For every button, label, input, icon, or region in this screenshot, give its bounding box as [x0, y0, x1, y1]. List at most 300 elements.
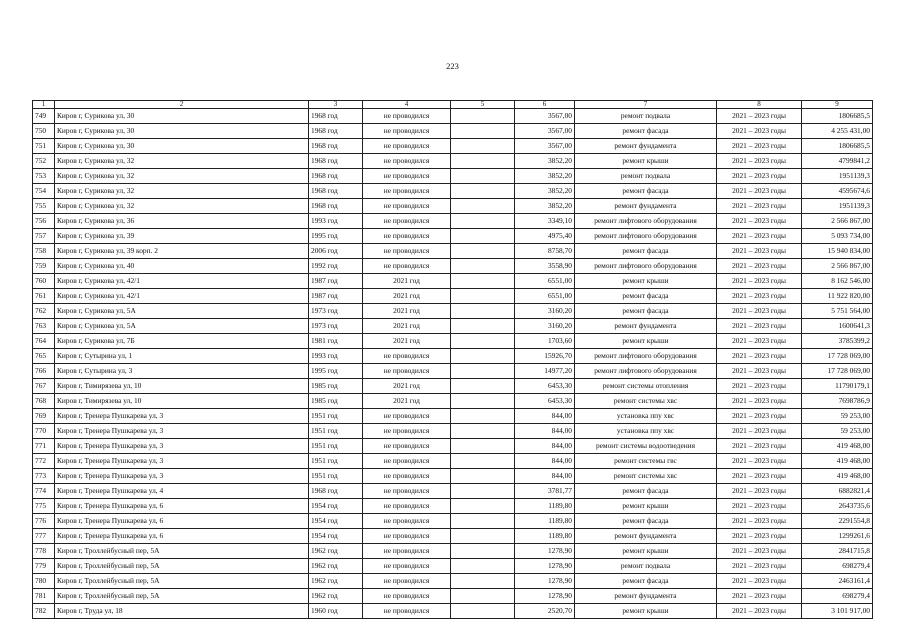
build-year-cell: 2006 год — [309, 244, 363, 259]
work-type-cell: ремонт фундамента — [575, 529, 717, 544]
area-cell: 1278,90 — [515, 559, 575, 574]
empty-cell — [451, 589, 515, 604]
area-cell: 1189,80 — [515, 529, 575, 544]
row-number: 758 — [33, 244, 55, 259]
table-row — [33, 454, 873, 469]
address-cell: Киров г, Сурикова ул, 32 — [55, 169, 309, 184]
table-row — [33, 109, 873, 124]
last-repair-cell: не проводился — [363, 529, 451, 544]
work-type-cell: ремонт подвала — [575, 559, 717, 574]
address-cell: Киров г, Тренера Пушкарева ул, 3 — [55, 454, 309, 469]
work-type-cell: ремонт подвала — [575, 109, 717, 124]
build-year-cell: 1962 год — [309, 559, 363, 574]
area-cell: 3160,20 — [515, 304, 575, 319]
table-row — [33, 409, 873, 424]
period-cell: 2021 – 2023 годы — [717, 364, 802, 379]
empty-cell — [451, 124, 515, 139]
last-repair-cell: 2021 год — [363, 319, 451, 334]
cost-cell: 2463161,4 — [802, 574, 873, 589]
table-row — [33, 394, 873, 409]
address-cell: Киров г, Тренера Пушкарева ул, 3 — [55, 469, 309, 484]
empty-cell — [451, 259, 515, 274]
work-type-cell: ремонт фундамента — [575, 139, 717, 154]
cost-cell: 698279,4 — [802, 559, 873, 574]
last-repair-cell: не проводился — [363, 559, 451, 574]
build-year-cell: 1954 год — [309, 499, 363, 514]
row-number: 782 — [33, 604, 55, 619]
period-cell: 2021 – 2023 годы — [717, 349, 802, 364]
build-year-cell: 1962 год — [309, 589, 363, 604]
address-cell: Киров г, Тренера Пушкарева ул, 3 — [55, 424, 309, 439]
last-repair-cell: не проводился — [363, 184, 451, 199]
work-type-cell: ремонт фасада — [575, 244, 717, 259]
last-repair-cell: не проводился — [363, 484, 451, 499]
work-type-cell: ремонт фасада — [575, 484, 717, 499]
cost-cell: 11 922 820,00 — [802, 289, 873, 304]
build-year-cell: 1993 год — [309, 214, 363, 229]
empty-cell — [451, 424, 515, 439]
period-cell: 2021 – 2023 годы — [717, 529, 802, 544]
row-number: 755 — [33, 199, 55, 214]
work-type-cell: ремонт фундамента — [575, 589, 717, 604]
period-cell: 2021 – 2023 годы — [717, 589, 802, 604]
cost-cell: 2643735,6 — [802, 499, 873, 514]
last-repair-cell: 2021 год — [363, 289, 451, 304]
work-type-cell: ремонт фундамента — [575, 319, 717, 334]
row-number: 764 — [33, 334, 55, 349]
build-year-cell: 1968 год — [309, 199, 363, 214]
empty-cell — [451, 394, 515, 409]
area-cell: 6551,00 — [515, 289, 575, 304]
build-year-cell: 1973 год — [309, 304, 363, 319]
cost-cell: 5 093 734,00 — [802, 229, 873, 244]
build-year-cell: 1951 год — [309, 439, 363, 454]
empty-cell — [451, 529, 515, 544]
cost-cell: 7698786,9 — [802, 394, 873, 409]
header-row — [33, 101, 873, 109]
last-repair-cell: не проводился — [363, 109, 451, 124]
address-cell: Киров г, Сурикова ул, 30 — [55, 109, 309, 124]
address-cell: Киров г, Тренера Пушкарева ул, 3 — [55, 409, 309, 424]
last-repair-cell: не проводился — [363, 154, 451, 169]
area-cell: 844,00 — [515, 409, 575, 424]
empty-cell — [451, 289, 515, 304]
period-cell: 2021 – 2023 годы — [717, 559, 802, 574]
area-cell: 2520,70 — [515, 604, 575, 619]
build-year-cell: 1968 год — [309, 484, 363, 499]
last-repair-cell: не проводился — [363, 259, 451, 274]
area-cell: 3567,00 — [515, 139, 575, 154]
last-repair-cell: не проводился — [363, 169, 451, 184]
row-number: 771 — [33, 439, 55, 454]
cost-cell: 419 468,00 — [802, 439, 873, 454]
empty-cell — [451, 274, 515, 289]
row-number: 775 — [33, 499, 55, 514]
cost-cell: 1299261,6 — [802, 529, 873, 544]
work-type-cell: ремонт подвала — [575, 169, 717, 184]
row-number: 769 — [33, 409, 55, 424]
table-row — [33, 529, 873, 544]
empty-cell — [451, 454, 515, 469]
work-type-cell: ремонт фасада — [575, 574, 717, 589]
address-cell: Киров г, Сурикова ул, 5А — [55, 319, 309, 334]
cost-cell: 2841715,8 — [802, 544, 873, 559]
last-repair-cell: 2021 год — [363, 274, 451, 289]
period-cell: 2021 – 2023 годы — [717, 454, 802, 469]
work-type-cell: ремонт лифтового оборудования — [575, 364, 717, 379]
period-cell: 2021 – 2023 годы — [717, 169, 802, 184]
area-cell: 1703,60 — [515, 334, 575, 349]
empty-cell — [451, 169, 515, 184]
area-cell: 8758,70 — [515, 244, 575, 259]
table-row — [33, 574, 873, 589]
area-cell: 3160,20 — [515, 319, 575, 334]
table-row — [33, 484, 873, 499]
address-cell: Киров г, Сурикова ул, 7Б — [55, 334, 309, 349]
area-cell: 1278,90 — [515, 544, 575, 559]
col-header: 5 — [451, 101, 515, 109]
work-type-cell: ремонт системы водоотведения — [575, 439, 717, 454]
last-repair-cell: не проводился — [363, 499, 451, 514]
period-cell: 2021 – 2023 годы — [717, 319, 802, 334]
table-row — [33, 304, 873, 319]
row-number: 754 — [33, 184, 55, 199]
work-type-cell: ремонт лифтового оборудования — [575, 214, 717, 229]
work-type-cell: ремонт системы хвс — [575, 469, 717, 484]
empty-cell — [451, 484, 515, 499]
cost-cell: 17 728 069,00 — [802, 349, 873, 364]
empty-cell — [451, 499, 515, 514]
address-cell: Киров г, Сурикова ул, 32 — [55, 199, 309, 214]
area-cell: 844,00 — [515, 454, 575, 469]
area-cell: 3852,20 — [515, 169, 575, 184]
area-cell: 844,00 — [515, 424, 575, 439]
work-type-cell: ремонт фундамента — [575, 199, 717, 214]
period-cell: 2021 – 2023 годы — [717, 244, 802, 259]
work-type-cell: ремонт лифтового оборудования — [575, 229, 717, 244]
empty-cell — [451, 544, 515, 559]
empty-cell — [451, 139, 515, 154]
table-row — [33, 124, 873, 139]
col-header: 7 — [575, 101, 717, 109]
period-cell: 2021 – 2023 годы — [717, 394, 802, 409]
row-number: 762 — [33, 304, 55, 319]
period-cell: 2021 – 2023 годы — [717, 124, 802, 139]
work-type-cell: установка ппу хвс — [575, 424, 717, 439]
period-cell: 2021 – 2023 годы — [717, 154, 802, 169]
cost-cell: 4799841,2 — [802, 154, 873, 169]
period-cell: 2021 – 2023 годы — [717, 334, 802, 349]
build-year-cell: 1951 год — [309, 409, 363, 424]
table-row — [33, 244, 873, 259]
last-repair-cell: 2021 год — [363, 334, 451, 349]
row-number: 772 — [33, 454, 55, 469]
period-cell: 2021 – 2023 годы — [717, 424, 802, 439]
row-number: 763 — [33, 319, 55, 334]
area-cell: 1278,90 — [515, 574, 575, 589]
last-repair-cell: не проводился — [363, 244, 451, 259]
last-repair-cell: не проводился — [363, 589, 451, 604]
last-repair-cell: 2021 год — [363, 394, 451, 409]
address-cell: Киров г, Тимирязева ул, 10 — [55, 379, 309, 394]
build-year-cell: 1987 год — [309, 289, 363, 304]
col-header: 1 — [33, 101, 55, 109]
period-cell: 2021 – 2023 годы — [717, 259, 802, 274]
period-cell: 2021 – 2023 годы — [717, 214, 802, 229]
cost-cell: 1951139,3 — [802, 199, 873, 214]
address-cell: Киров г, Тимирязева ул, 10 — [55, 394, 309, 409]
work-type-cell: ремонт крыши — [575, 544, 717, 559]
last-repair-cell: не проводился — [363, 574, 451, 589]
address-cell: Киров г, Троллейбусный пер, 5А — [55, 574, 309, 589]
empty-cell — [451, 514, 515, 529]
build-year-cell: 1954 год — [309, 529, 363, 544]
table-row — [33, 379, 873, 394]
cost-cell: 4 255 431,00 — [802, 124, 873, 139]
row-number: 751 — [33, 139, 55, 154]
table-row — [33, 214, 873, 229]
cost-cell: 698279,4 — [802, 589, 873, 604]
empty-cell — [451, 214, 515, 229]
last-repair-cell: не проводился — [363, 544, 451, 559]
last-repair-cell: не проводился — [363, 454, 451, 469]
cost-cell: 2 566 867,00 — [802, 259, 873, 274]
period-cell: 2021 – 2023 годы — [717, 229, 802, 244]
work-type-cell: ремонт системы гвс — [575, 454, 717, 469]
last-repair-cell: 2021 год — [363, 304, 451, 319]
area-cell: 6453,30 — [515, 394, 575, 409]
address-cell: Киров г, Сурикова ул, 30 — [55, 124, 309, 139]
empty-cell — [451, 319, 515, 334]
last-repair-cell: не проводился — [363, 214, 451, 229]
table-row — [33, 364, 873, 379]
last-repair-cell: не проводился — [363, 604, 451, 619]
work-type-cell: ремонт фасада — [575, 514, 717, 529]
address-cell: Киров г, Сурикова ул, 42/1 — [55, 289, 309, 304]
table-row — [33, 154, 873, 169]
address-cell: Киров г, Сурикова ул, 39 — [55, 229, 309, 244]
period-cell: 2021 – 2023 годы — [717, 274, 802, 289]
address-cell: Киров г, Тренера Пушкарева ул, 3 — [55, 439, 309, 454]
work-type-cell: ремонт системы хвс — [575, 394, 717, 409]
table-row — [33, 589, 873, 604]
cost-cell: 419 468,00 — [802, 469, 873, 484]
table-row — [33, 289, 873, 304]
work-type-cell: ремонт крыши — [575, 499, 717, 514]
build-year-cell: 1987 год — [309, 274, 363, 289]
area-cell: 3567,00 — [515, 124, 575, 139]
row-number: 753 — [33, 169, 55, 184]
col-header: 2 — [55, 101, 309, 109]
empty-cell — [451, 349, 515, 364]
table-row — [33, 439, 873, 454]
table-row — [33, 499, 873, 514]
work-type-cell: ремонт фасада — [575, 184, 717, 199]
work-type-cell: ремонт фасада — [575, 289, 717, 304]
col-header: 4 — [363, 101, 451, 109]
build-year-cell: 1993 год — [309, 349, 363, 364]
page-number: 223 — [446, 61, 459, 71]
cost-cell: 419 468,00 — [802, 454, 873, 469]
address-cell: Киров г, Сурикова ул, 36 — [55, 214, 309, 229]
work-type-cell: ремонт системы отопления — [575, 379, 717, 394]
build-year-cell: 1981 год — [309, 334, 363, 349]
period-cell: 2021 – 2023 годы — [717, 409, 802, 424]
empty-cell — [451, 604, 515, 619]
row-number: 750 — [33, 124, 55, 139]
build-year-cell: 1995 год — [309, 229, 363, 244]
area-cell: 844,00 — [515, 439, 575, 454]
empty-cell — [451, 109, 515, 124]
table-row — [33, 184, 873, 199]
empty-cell — [451, 364, 515, 379]
work-type-cell: установка ппу хвс — [575, 409, 717, 424]
empty-cell — [451, 469, 515, 484]
table-row — [33, 139, 873, 154]
period-cell: 2021 – 2023 годы — [717, 574, 802, 589]
period-cell: 2021 – 2023 годы — [717, 199, 802, 214]
empty-cell — [451, 574, 515, 589]
area-cell: 4975,40 — [515, 229, 575, 244]
empty-cell — [451, 334, 515, 349]
row-number: 756 — [33, 214, 55, 229]
row-number: 767 — [33, 379, 55, 394]
col-header: 9 — [802, 101, 873, 109]
cost-cell: 2291554,8 — [802, 514, 873, 529]
address-cell: Киров г, Сурикова ул, 40 — [55, 259, 309, 274]
table-row — [33, 274, 873, 289]
empty-cell — [451, 559, 515, 574]
last-repair-cell: не проводился — [363, 349, 451, 364]
work-type-cell: ремонт лифтового оборудования — [575, 259, 717, 274]
period-cell: 2021 – 2023 годы — [717, 604, 802, 619]
period-cell: 2021 – 2023 годы — [717, 139, 802, 154]
cost-cell: 59 253,00 — [802, 409, 873, 424]
table-row — [33, 559, 873, 574]
cost-cell: 4595674,6 — [802, 184, 873, 199]
period-cell: 2021 – 2023 годы — [717, 469, 802, 484]
period-cell: 2021 – 2023 годы — [717, 184, 802, 199]
build-year-cell: 1992 год — [309, 259, 363, 274]
area-cell: 14977,20 — [515, 364, 575, 379]
empty-cell — [451, 379, 515, 394]
address-cell: Киров г, Сурикова ул, 32 — [55, 154, 309, 169]
last-repair-cell: не проводился — [363, 124, 451, 139]
last-repair-cell: не проводился — [363, 139, 451, 154]
empty-cell — [451, 184, 515, 199]
address-cell: Киров г, Сутырина ул, 3 — [55, 364, 309, 379]
table-row — [33, 544, 873, 559]
last-repair-cell: не проводился — [363, 514, 451, 529]
empty-cell — [451, 439, 515, 454]
table-row — [33, 469, 873, 484]
period-cell: 2021 – 2023 годы — [717, 289, 802, 304]
build-year-cell: 1954 год — [309, 514, 363, 529]
row-number: 781 — [33, 589, 55, 604]
table-body — [33, 109, 873, 619]
table-row — [33, 424, 873, 439]
build-year-cell: 1968 год — [309, 154, 363, 169]
cost-cell: 11790179,1 — [802, 379, 873, 394]
area-cell: 3558,90 — [515, 259, 575, 274]
cost-cell: 3785399,2 — [802, 334, 873, 349]
area-cell: 844,00 — [515, 469, 575, 484]
cost-cell: 17 728 069,00 — [802, 364, 873, 379]
address-cell: Киров г, Тренера Пушкарева ул, 6 — [55, 529, 309, 544]
build-year-cell: 1985 год — [309, 394, 363, 409]
period-cell: 2021 – 2023 годы — [717, 109, 802, 124]
table-row — [33, 259, 873, 274]
address-cell: Киров г, Троллейбусный пер, 5А — [55, 589, 309, 604]
build-year-cell: 1968 год — [309, 169, 363, 184]
table-row — [33, 199, 873, 214]
address-cell: Киров г, Сурикова ул, 39 корп. 2 — [55, 244, 309, 259]
cost-cell: 15 940 834,00 — [802, 244, 873, 259]
work-type-cell: ремонт крыши — [575, 274, 717, 289]
address-cell: Киров г, Сурикова ул, 42/1 — [55, 274, 309, 289]
address-cell: Киров г, Тренера Пушкарева ул, 4 — [55, 484, 309, 499]
build-year-cell: 1951 год — [309, 469, 363, 484]
area-cell: 1278,90 — [515, 589, 575, 604]
address-cell: Киров г, Сурикова ул, 30 — [55, 139, 309, 154]
address-cell: Киров г, Сутырина ул, 1 — [55, 349, 309, 364]
period-cell: 2021 – 2023 годы — [717, 484, 802, 499]
period-cell: 2021 – 2023 годы — [717, 379, 802, 394]
period-cell: 2021 – 2023 годы — [717, 514, 802, 529]
address-cell: Киров г, Тренера Пушкарева ул, 6 — [55, 514, 309, 529]
row-number: 774 — [33, 484, 55, 499]
col-header: 6 — [515, 101, 575, 109]
cost-cell: 1806685,5 — [802, 139, 873, 154]
last-repair-cell: не проводился — [363, 229, 451, 244]
period-cell: 2021 – 2023 годы — [717, 499, 802, 514]
row-number: 765 — [33, 349, 55, 364]
build-year-cell: 1962 год — [309, 574, 363, 589]
area-cell: 1189,80 — [515, 514, 575, 529]
address-cell: Киров г, Труда ул, 18 — [55, 604, 309, 619]
col-header: 3 — [309, 101, 363, 109]
build-year-cell: 1968 год — [309, 184, 363, 199]
build-year-cell: 1968 год — [309, 109, 363, 124]
cost-cell: 3 101 917,00 — [802, 604, 873, 619]
row-number: 766 — [33, 364, 55, 379]
build-year-cell: 1962 год — [309, 544, 363, 559]
row-number: 779 — [33, 559, 55, 574]
cost-cell: 5 751 564,00 — [802, 304, 873, 319]
build-year-cell: 1968 год — [309, 124, 363, 139]
work-type-cell: ремонт крыши — [575, 334, 717, 349]
cost-cell: 2 566 867,00 — [802, 214, 873, 229]
build-year-cell: 1951 год — [309, 454, 363, 469]
row-number: 778 — [33, 544, 55, 559]
area-cell: 6453,30 — [515, 379, 575, 394]
empty-cell — [451, 244, 515, 259]
area-cell: 3349,10 — [515, 214, 575, 229]
area-cell: 1189,80 — [515, 499, 575, 514]
cost-cell: 1600641,3 — [802, 319, 873, 334]
period-cell: 2021 – 2023 годы — [717, 439, 802, 454]
row-number: 770 — [33, 424, 55, 439]
cost-cell: 1951139,3 — [802, 169, 873, 184]
address-cell: Киров г, Тренера Пушкарева ул, 6 — [55, 499, 309, 514]
table-row — [33, 604, 873, 619]
last-repair-cell: не проводился — [363, 409, 451, 424]
empty-cell — [451, 304, 515, 319]
area-cell: 3567,00 — [515, 109, 575, 124]
table-row — [33, 319, 873, 334]
cost-cell: 1806685,5 — [802, 109, 873, 124]
table-row — [33, 349, 873, 364]
